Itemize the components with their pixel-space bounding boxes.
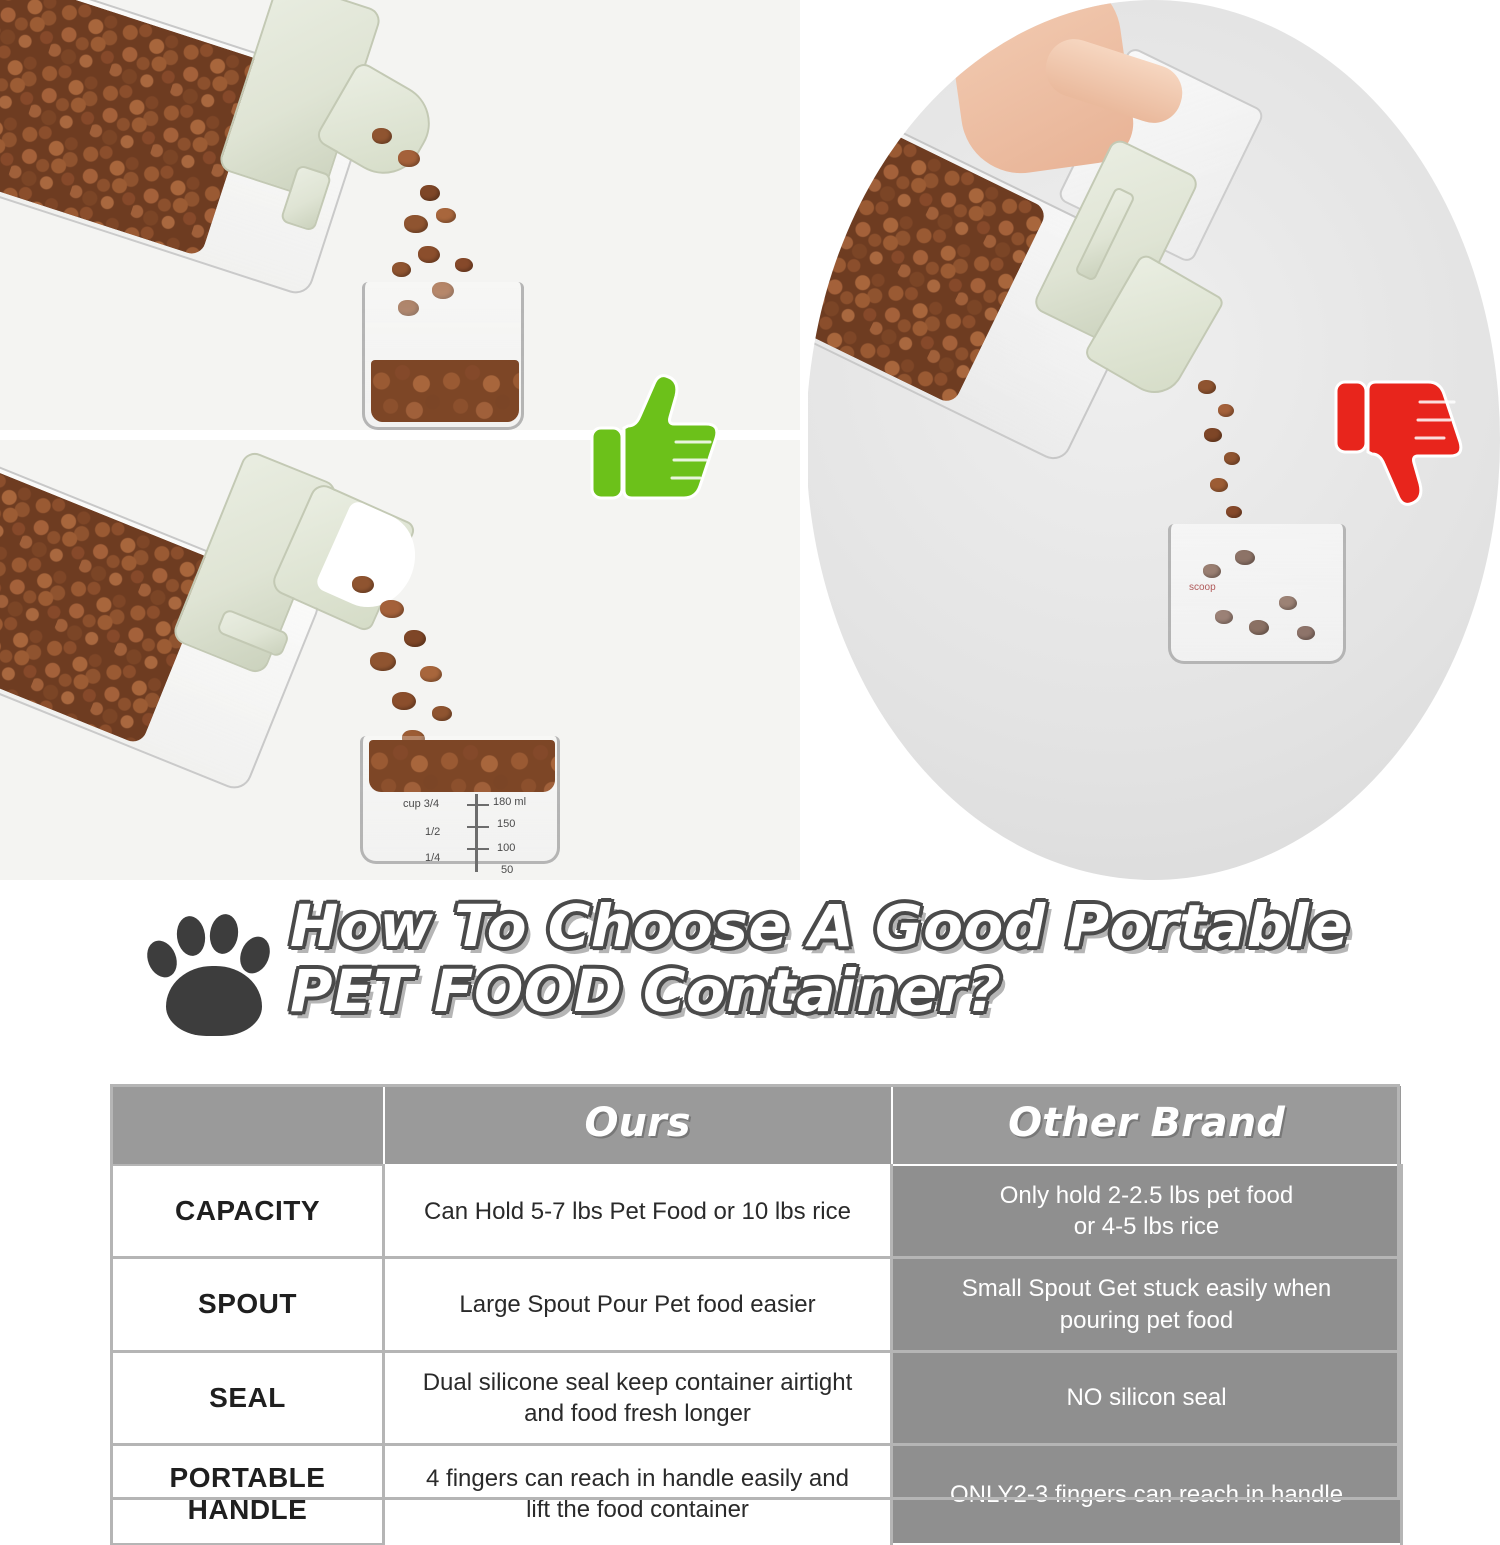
panel-divider-vertical [800,0,808,880]
measuring-scoop [1168,524,1346,664]
kibble-piece [380,600,404,618]
cell-ours-seal: Dual silicone seal keep container airtight and food fresh longer [384,1351,892,1444]
photo-panel-good-top [0,0,800,432]
cell-ours-capacity: Can Hold 5-7 lbs Pet Food or 10 lbs rice [384,1165,892,1258]
table-row [112,1165,1402,1258]
cup-scale-tick [467,826,489,828]
kibble-piece [372,128,392,144]
thumbs-up-icon [588,372,728,521]
kibble-piece [420,185,440,201]
row-label-spout: SPOUT [112,1258,384,1351]
kibble-piece [398,150,420,167]
kibble-piece [1218,404,1234,417]
table-header-blank [112,1085,384,1165]
cup-scale-label-left-2: 1/4 [425,852,441,864]
table-row [112,1445,1402,1544]
kibble-piece [1215,610,1233,624]
kibble-piece [436,208,456,223]
cell-other-seal: NO silicon seal [892,1351,1402,1444]
kibble-piece [1249,620,1269,635]
kibble-piece [370,652,396,671]
kibble-piece [1279,596,1297,610]
measuring-cup [360,736,560,876]
comparison-table [110,1084,1400,1545]
kibble-piece [1297,626,1315,640]
kibble-piece [392,692,416,710]
kibble-piece [404,630,426,647]
measuring-cup [362,282,524,430]
kibble-piece [420,666,442,682]
table-row [112,1351,1402,1444]
row-label-capacity: CAPACITY [112,1165,384,1258]
cup-scale-label-right-1: 150 [497,818,516,830]
cup-scale-label-right-0: 180 ml [493,796,527,808]
cell-other-spout: Small Spout Get stuck easily when pouring pet food [892,1258,1402,1351]
scoop-label: scoop [1189,582,1216,593]
kibble-piece [1226,506,1242,518]
table-header-row [112,1085,1402,1165]
cup-contents [371,360,519,422]
kibble-piece [1203,564,1221,578]
cup-scale-label-right-3: 50 [501,864,514,876]
kibble-piece [404,215,428,233]
headline-section [0,884,1500,1060]
cell-ours-spout: Large Spout Pour Pet food easier [384,1258,892,1351]
row-label-seal: SEAL [112,1351,384,1444]
cell-other-capacity: Only hold 2-2.5 lbs pet food or 4-5 lbs rice [892,1165,1402,1258]
paw-print-icon [148,910,278,1038]
table-header-ours: Ours [384,1085,892,1165]
kibble-piece [418,246,440,263]
kibble-inside-container [0,0,264,257]
page-title: How To Choose A Good Portable PET FOOD Container? [290,892,1350,1025]
kibble-piece [392,262,411,277]
kibble-piece [1204,428,1222,442]
cell-ours-portable-handle: 4 fingers can reach in handle easily and lift the food container [384,1445,892,1544]
cell-other-portable-handle: ONLY2-3 fingers can reach in handle [892,1445,1402,1544]
cup-scale-label-left-1: 1/2 [425,826,441,838]
cup-scale-tick [467,848,489,850]
kibble-piece [1224,452,1240,465]
cup-scale-tick [467,804,489,806]
kibble-piece [455,258,473,272]
kibble-piece [1198,380,1216,394]
kibble-piece [1235,550,1255,565]
kibble-piece [1210,478,1228,492]
cup-contents [369,740,555,792]
cup-scale-label-right-2: 100 [497,842,516,854]
cup-scale-label-left-0: cup 3/4 [403,798,440,810]
table-header-other-brand: Other Brand [892,1085,1402,1165]
kibble-piece [432,706,452,721]
row-label-portable-handle: PORTABLE HANDLE [112,1445,384,1544]
kibble-piece [352,576,374,593]
cup-scale-bar [475,794,478,872]
thumbs-down-icon [1332,378,1472,527]
table-row [112,1258,1402,1351]
kibble-inside-container [0,440,216,746]
